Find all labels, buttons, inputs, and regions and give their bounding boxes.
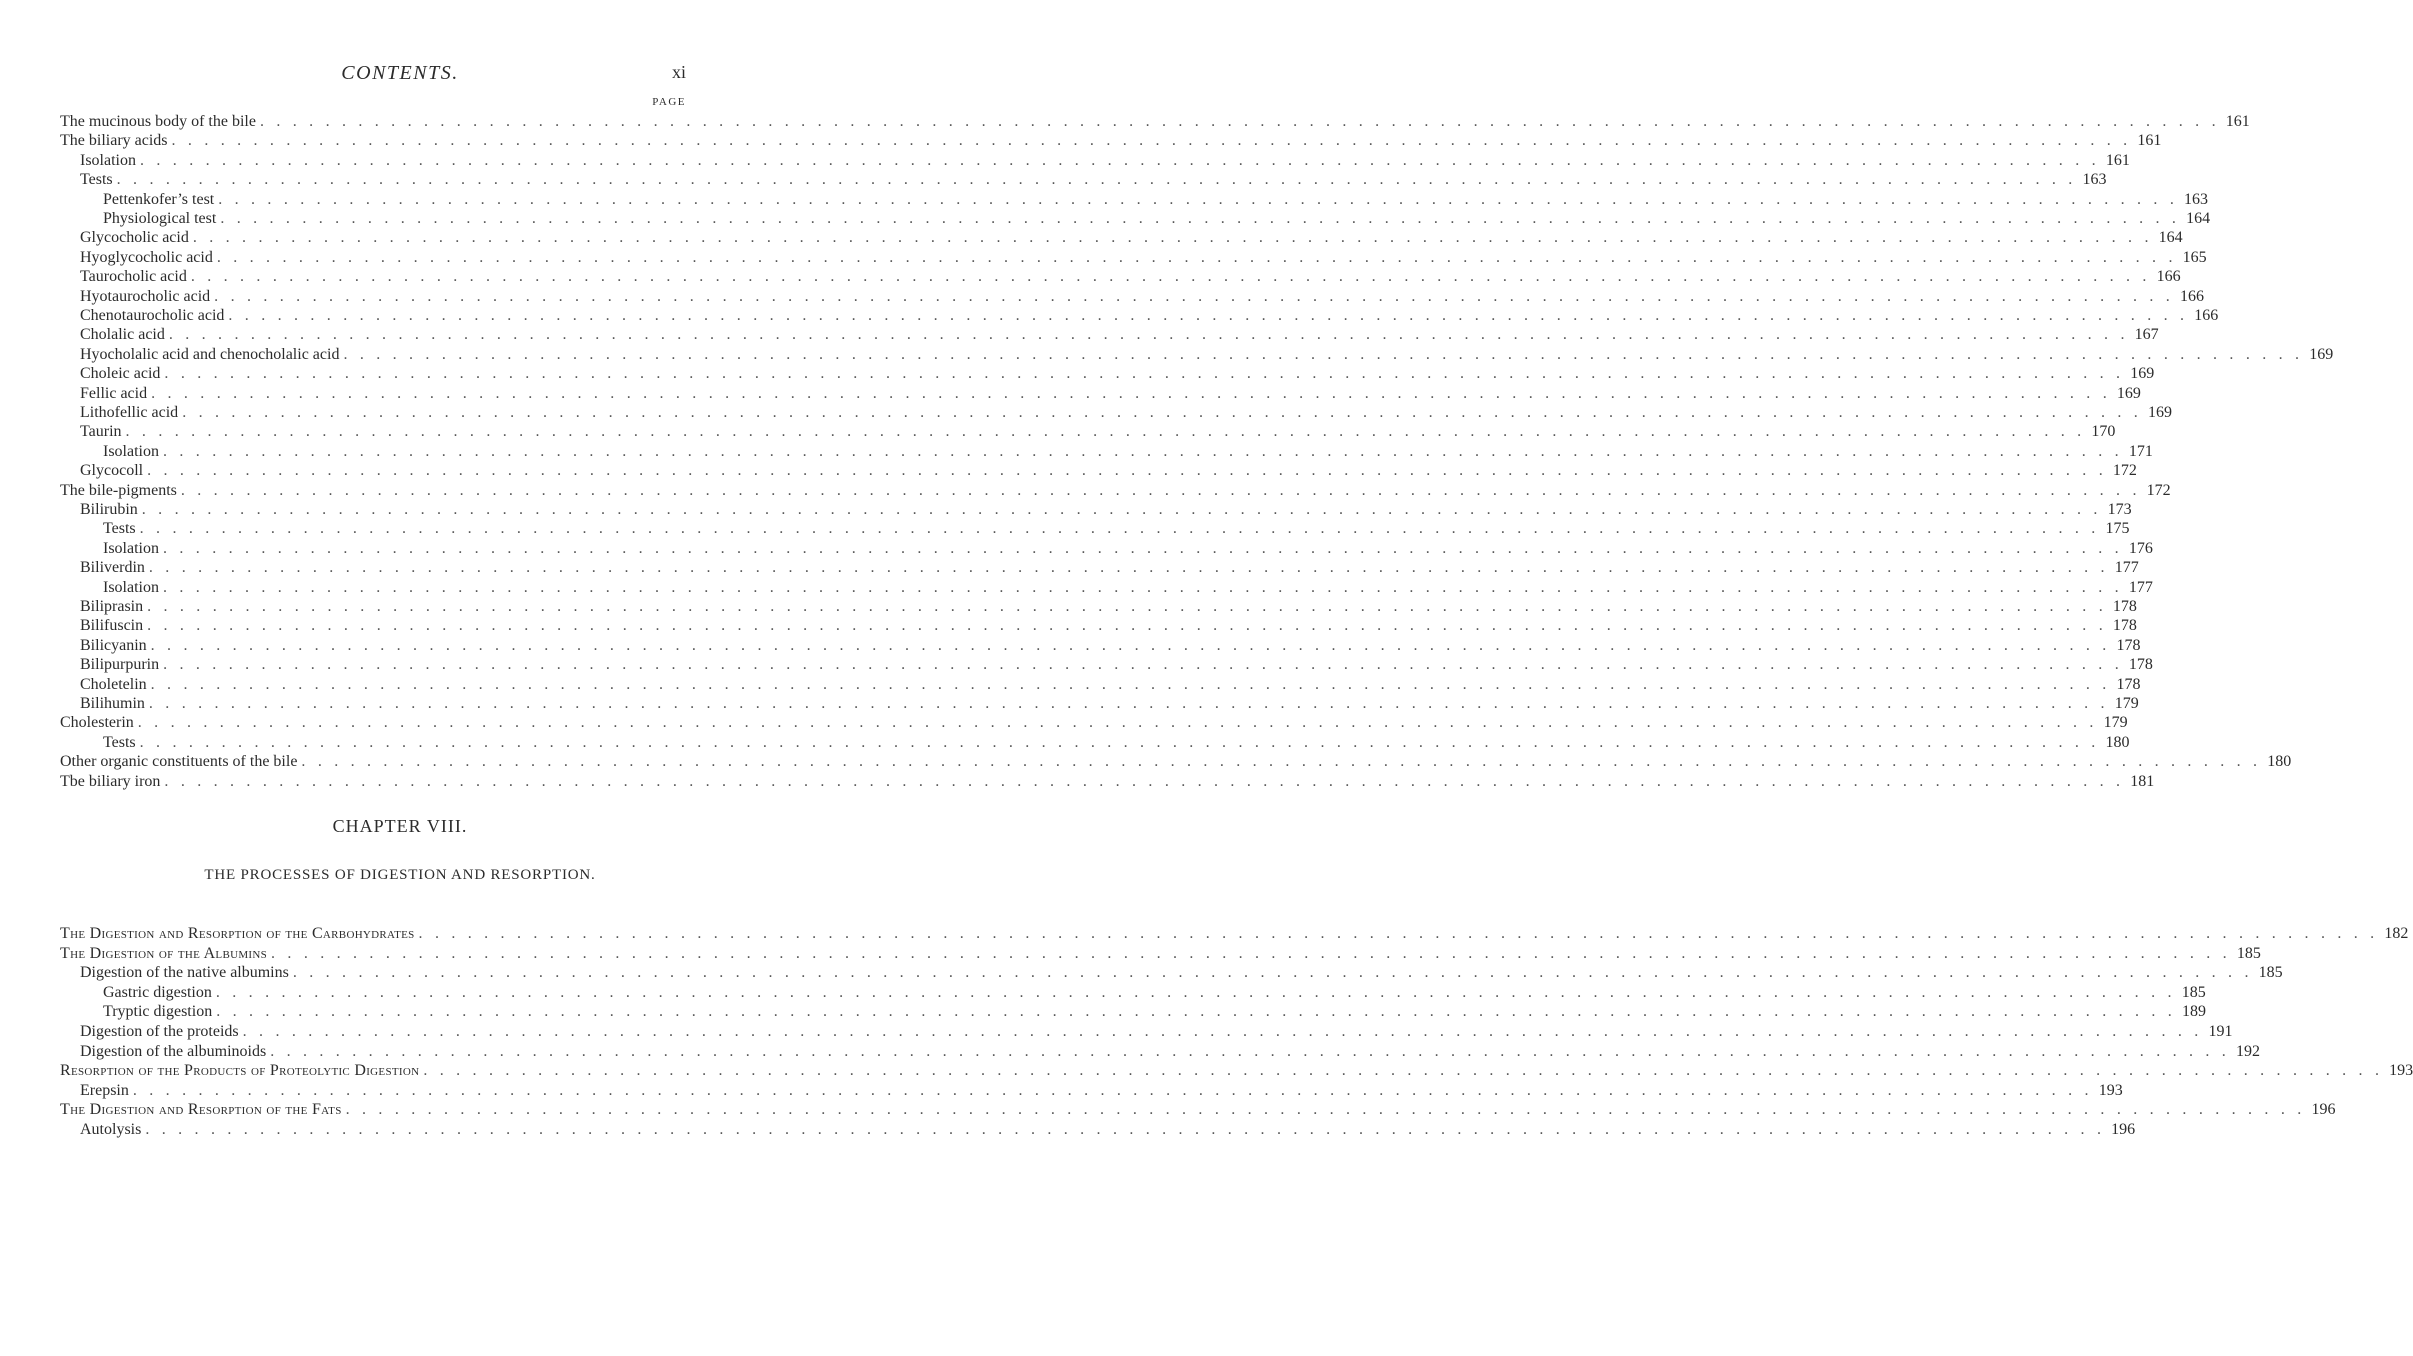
toc-entry-title: The Digestion and Resorption of the Carbohydrates [60,925,415,942]
toc-entry-title: Tests [103,733,136,751]
toc-entry [60,403,2172,423]
toc-entry-title: Choletelin [80,675,147,693]
toc-entry-page: 177 [2114,559,2139,577]
dot-leader: . . . . . . . . . . . . . . . . . . . . . . . . . . . . . . . . . . . . . . . . . . . . . . . . . . . . . . . . . . . . . . . . . . . . . . . . . . . . . . . . . . . . . . . . . . . . . . . . . . . . . . . . . . . . . . . . . . . . . . . . [292,964,2253,982]
toc-entry-page: 163 [2184,190,2209,208]
toc-entry-page: 175 [2105,520,2130,538]
dot-leader: . . . . . . . . . . . . . . . . . . . . . . . . . . . . . . . . . . . . . . . . . . . . . . . . . . . . . . . . . . . . . . . . . . . . . . . . . . . . . . . . . . . . . . . . . . . . . . . . . . . . . . . . . . . . . . . . . . . . . . . . [242,1023,2203,1040]
page-header [0,62,800,92]
toc-entry-page: 193 [2098,1081,2123,1099]
toc-entry-title: Cholalic acid [80,326,165,344]
dot-leader: . . . . . . . . . . . . . . . . . . . . . . . . . . . . . . . . . . . . . . . . . . . . . . . . . . . . . . . . . . . . . . . . . . . . . . . . . . . . . . . . . . . . . . . . . . . . . . . . . . . . . . . . . . . . . . . . . . . . . . . . [215,983,2176,1001]
toc-entry [60,1042,2261,1062]
toc-entry [60,422,2116,442]
dot-leader: . . . . . . . . . . . . . . . . . . . . . . . . . . . . . . . . . . . . . . . . . . . . . . . . . . . . . . . . . . . . . . . . . . . . . . . . . . . . . . . . . . . . . . . . . . . . . . . . . . . . . . . . . . . . . . . . . . . . . . . . [164,772,2125,790]
dot-leader: . . . . . . . . . . . . . . . . . . . . . . . . . . . . . . . . . . . . . . . . . . . . . . . . . . . . . . . . . . . . . . . . . . . . . . . . . . . . . . . . . . . . . . . . . . . . . . . . . . . . . . . . . . . . . . . . . . . . . . . . [148,695,2109,712]
toc-entry-page: 169 [2130,365,2155,383]
toc-entry [60,1061,2413,1081]
toc-entry-page: 189 [2182,1003,2207,1021]
toc-entry [60,1120,2136,1140]
toc-entry [60,384,2141,404]
toc-entry [60,364,2155,384]
page-number: xi [671,62,686,82]
dot-leader: . . . . . . . . . . . . . . . . . . . . . . . . . . . . . . . . . . . . . . . . . . . . . . . . . . . . . . . . . . . . . . . . . . . . . . . . . . . . . . . . . . . . . . . . . . . . . . . . . . . . . . . . . . . . . . . . . . . . . . . . [259,113,2220,130]
dot-leader: . . . . . . . . . . . . . . . . . . . . . . . . . . . . . . . . . . . . . . . . . . . . . . . . . . . . . . . . . . . . . . . . . . . . . . . . . . . . . . . . . . . . . . . . . . . . . . . . . . . . . . . . . . . . . . . . . . . . . . . . [164,365,2125,383]
dot-leader: . . . . . . . . . . . . . . . . . . . . . . . . . . . . . . . . . . . . . . . . . . . . . . . . . . . . . . . . . . . . . . . . . . . . . . . . . . . . . . . . . . . . . . . . . . . . . . . . . . . . . . . . . . . . . . . . . . . . . . . . [216,1003,2177,1021]
toc-entry-page: 182 [2384,925,2409,942]
dot-leader: . . . . . . . . . . . . . . . . . . . . . . . . . . . . . . . . . . . . . . . . . . . . . . . . . . . . . . . . . . . . . . . . . . . . . . . . . . . . . . . . . . . . . . . . . . . . . . . . . . . . . . . . . . . . . . . . . . . . . . . . [145,1121,2106,1138]
dot-leader: . . . . . . . . . . . . . . . . . . . . . . . . . . . . . . . . . . . . . . . . . . . . . . . . . . . . . . . . . . . . . . . . . . . . . . . . . . . . . . . . . . . . . . . . . . . . . . . . . . . . . . . . . . . . . . . . . . . . . . . . [147,617,2107,635]
dot-leader: . . . . . . . . . . . . . . . . . . . . . . . . . . . . . . . . . . . . . . . . . . . . . . . . . . . . . . . . . . . . . . . . . . . . . . . . . . . . . . . . . . . . . . . . . . . . . . . . . . . . . . . . . . . . . . . . . . . . . . . . [270,1042,2231,1060]
dot-leader: . . . . . . . . . . . . . . . . . . . . . . . . . . . . . . . . . . . . . . . . . . . . . . . . . . . . . . . . . . . . . . . . . . . . . . . . . . . . . . . . . . . . . . . . . . . . . . . . . . . . . . . . . . . . . . . . . . . . . . . . [140,151,2100,169]
toc-entry [60,963,2283,983]
toc-entry-title: Fellic acid [80,384,148,402]
dot-leader: . . . . . . . . . . . . . . . . . . . . . . . . . . . . . . . . . . . . . . . . . . . . . . . . . . . . . . . . . . . . . . . . . . . . . . . . . . . . . . . . . . . . . . . . . . . . . . . . . . . . . . . . . . . . . . . . . . . . . . . . [182,404,2142,421]
toc-entry [60,1002,2207,1022]
toc-entry-title: Hyoglycocholic acid [80,248,213,266]
toc-entry-title: Bilirubin [80,501,138,518]
dot-leader: . . . . . . . . . . . . . . . . . . . . . . . . . . . . . . . . . . . . . . . . . . . . . . . . . . . . . . . . . . . . . . . . . . . . . . . . . . . . . . . . . . . . . . . . . . . . . . . . . . . . . . . . . . . . . . . . . . . . . . . . [216,248,2177,266]
dot-leader: . . . . . . . . . . . . . . . . . . . . . . . . . . . . . . . . . . . . . . . . . . . . . . . . . . . . . . . . . . . . . . . . . . . . . . . . . . . . . . . . . . . . . . . . . . . . . . . . . . . . . . . . . . . . . . . . . . . . . . . . [139,733,2100,751]
toc-entry-page: 178 [2112,598,2137,615]
dot-leader: . . . . . . . . . . . . . . . . . . . . . . . . . . . . . . . . . . . . . . . . . . . . . . . . . . . . . . . . . . . . . . . . . . . . . . . . . . . . . . . . . . . . . . . . . . . . . . . . . . . . . . . . . . . . . . . . . . . . . . . . [163,656,2123,674]
toc-entry [60,983,2206,1003]
toc-entry-title: Digestion of the native albumins [80,964,289,982]
dot-leader: . . . . . . . . . . . . . . . . . . . . . . . . . . . . . . . . . . . . . . . . . . . . . . . . . . . . . . . . . . . . . . . . . . . . . . . . . . . . . . . . . . . . . . . . . . . . . . . . . . . . . . . . . . . . . . . . . . . . . . . . [163,578,2123,596]
dot-leader: . . . . . . . . . . . . . . . . . . . . . . . . . . . . . . . . . . . . . . . . . . . . . . . . . . . . . . . . . . . . . . . . . . . . . . . . . . . . . . . . . . . . . . . . . . . . . . . . . . . . . . . . . . . . . . . . . . . . . . . . [220,210,2181,227]
toc-entry [60,558,2139,578]
toc-entry [60,733,2130,753]
toc-entry [60,1100,2336,1120]
toc-entry-title: The mucinous body of the bile [60,113,256,130]
toc-entry-title: Other organic constituents of the bile [60,753,298,771]
toc-entry-page: 179 [2114,695,2139,712]
toc-entry-title: Digestion of the proteids [80,1023,239,1040]
running-title: CONTENTS. [341,62,459,84]
toc-entry [60,636,2141,656]
toc-entry-title: The bile-pigments [60,481,177,499]
toc-entry-page: 166 [2194,307,2219,324]
toc-entry-title: Lithofellic acid [80,404,179,421]
toc-entry-title: Tryptic digestion [103,1003,213,1021]
toc-entry [60,190,2209,210]
toc-entry-page: 192 [2236,1042,2261,1060]
toc-entry-title: The Digestion of the Albumins [60,944,268,962]
dot-leader: . . . . . . . . . . . . . . . . . . . . . . . . . . . . . . . . . . . . . . . . . . . . . . . . . . . . . . . . . . . . . . . . . . . . . . . . . . . . . . . . . . . . . . . . . . . . . . . . . . . . . . . . . . . . . . . . . . . . . . . . [218,190,2179,208]
toc-entry-page: 172 [2112,462,2137,480]
toc-entry [60,345,2334,365]
toc-entry-title: Tests [80,171,113,189]
toc-entry-page: 181 [2130,772,2155,790]
toc-entry-page: 164 [2186,210,2211,227]
toc-entry-page: 185 [2181,983,2206,1001]
toc-entry-page: 178 [2112,617,2137,635]
toc-entry-title: Bilipurpurin [80,656,160,674]
dot-leader: . . . . . . . . . . . . . . . . . . . . . . . . . . . . . . . . . . . . . . . . . . . . . . . . . . . . . . . . . . . . . . . . . . . . . . . . . . . . . . . . . . . . . . . . . . . . . . . . . . . . . . . . . . . . . . . . . . . . . . . . [148,559,2109,577]
toc-entry-title: Chenotaurocholic acid [80,307,225,324]
toc-entry-title: Glycocoll [80,462,144,480]
toc-entry-title: Isolation [80,151,136,169]
toc-entry-title: Tests [103,520,136,538]
toc-entry [60,616,2137,636]
toc-entry [60,1022,2233,1042]
toc-entry [60,944,2261,964]
toc-entry-page: 161 [2225,113,2250,130]
toc-entry [60,713,2128,733]
toc-entry [60,248,2207,268]
toc-entry-title: Choleic acid [80,365,161,383]
toc-entry [60,481,2171,501]
dot-leader: . . . . . . . . . . . . . . . . . . . . . . . . . . . . . . . . . . . . . . . . . . . . . . . . . . . . . . . . . . . . . . . . . . . . . . . . . . . . . . . . . . . . . . . . . . . . . . . . . . . . . . . . . . . . . . . . . . . . . . . . [132,1081,2093,1099]
toc-entry [60,151,2130,171]
toc-entry-title: Autolysis [80,1121,142,1138]
dot-leader: . . . . . . . . . . . . . . . . . . . . . . . . . . . . . . . . . . . . . . . . . . . . . . . . . . . . . . . . . . . . . . . . . . . . . . . . . . . . . . . . . . . . . . . . . . . . . . . . . . . . . . . . . . . . . . . . . . . . . . . . [137,714,2098,732]
toc-entry-title: Bilifuscin [80,617,144,635]
toc-entry-title: The biliary acids [60,132,168,150]
toc-entry [60,655,2153,675]
toc-entry-page: 166 [2179,287,2204,305]
dot-leader: . . . . . . . . . . . . . . . . . . . . . . . . . . . . . . . . . . . . . . . . . . . . . . . . . . . . . . . . . . . . . . . . . . . . . . . . . . . . . . . . . . . . . . . . . . . . . . . . . . . . . . . . . . . . . . . . . . . . . . . . [343,345,2304,363]
toc-entry [60,924,2409,944]
toc-entry-title: Biliverdin [80,559,145,577]
toc-entry-title: Cholesterin [60,714,134,732]
chapter-title: THE PROCESSES OF DIGESTION AND RESORPTION. [204,867,596,883]
toc-entry-page: 171 [2128,442,2153,460]
toc-entry [60,442,2153,462]
toc-entry [60,675,2141,695]
toc-entry-page: 163 [2082,171,2107,189]
toc-entry-title: Resorption of the Products of Proteolytic Digestion [60,1062,420,1080]
toc-entry-title: Physiological test [103,210,217,227]
toc-entry-page: 165 [2182,248,2207,266]
dot-leader: . . . . . . . . . . . . . . . . . . . . . . . . . . . . . . . . . . . . . . . . . . . . . . . . . . . . . . . . . . . . . . . . . . . . . . . . . . . . . . . . . . . . . . . . . . . . . . . . . . . . . . . . . . . . . . . . . . . . . . . . [151,384,2111,402]
toc-entry-page: 176 [2128,539,2153,557]
toc-entry [60,772,2155,792]
toc-entry-page: 172 [2146,481,2171,499]
toc-entry [60,170,2107,190]
dot-leader: . . . . . . . . . . . . . . . . . . . . . . . . . . . . . . . . . . . . . . . . . . . . . . . . . . . . . . . . . . . . . . . . . . . . . . . . . . . . . . . . . . . . . . . . . . . . . . . . . . . . . . . . . . . . . . . . . . . . . . . . [150,636,2111,654]
toc-entry [60,112,2250,132]
toc-entry [60,267,2181,287]
dot-leader: . . . . . . . . . . . . . . . . . . . . . . . . . . . . . . . . . . . . . . . . . . . . . . . . . . . . . . . . . . . . . . . . . . . . . . . . . . . . . . . . . . . . . . . . . . . . . . . . . . . . . . . . . . . . . . . . . . . . . . . . [147,462,2107,480]
toc-entry-title: Isolation [103,578,159,596]
toc-entry [60,1081,2123,1101]
toc-entry-page: 179 [2103,714,2128,732]
toc-entry-page: 166 [2156,268,2181,286]
dot-leader: . . . . . . . . . . . . . . . . . . . . . . . . . . . . . . . . . . . . . . . . . . . . . . . . . . . . . . . . . . . . . . . . . . . . . . . . . . . . . . . . . . . . . . . . . . . . . . . . . . . . . . . . . . . . . . . . . . . . . . . . [168,326,2129,344]
toc-entry [60,578,2153,598]
toc-entry-title: Gastric digestion [103,983,212,1001]
toc-entry-title: Bilihumin [80,695,145,712]
toc-entry-page: 180 [2105,733,2130,751]
toc-entry-title: Erepsin [80,1081,129,1099]
toc-entry [60,287,2204,307]
toc-entry-page: 177 [2128,578,2153,596]
dot-leader: . . . . . . . . . . . . . . . . . . . . . . . . . . . . . . . . . . . . . . . . . . . . . . . . . . . . . . . . . . . . . . . . . . . . . . . . . . . . . . . . . . . . . . . . . . . . . . . . . . . . . . . . . . . . . . . . . . . . . . . . [192,229,2153,247]
toc-entry-page: 185 [2236,944,2261,962]
toc-entry-page: 196 [2311,1101,2336,1119]
toc-entry-page: 169 [2309,345,2334,363]
dot-leader: . . . . . . . . . . . . . . . . . . . . . . . . . . . . . . . . . . . . . . . . . . . . . . . . . . . . . . . . . . . . . . . . . . . . . . . . . . . . . . . . . . . . . . . . . . . . . . . . . . . . . . . . . . . . . . . . . . . . . . . . [228,307,2189,324]
page-column-label: PAGE [652,96,686,108]
toc-entry-page: 161 [2105,151,2130,169]
dot-leader: . . . . . . . . . . . . . . . . . . . . . . . . . . . . . . . . . . . . . . . . . . . . . . . . . . . . . . . . . . . . . . . . . . . . . . . . . . . . . . . . . . . . . . . . . . . . . . . . . . . . . . . . . . . . . . . . . . . . . . . . [190,268,2151,286]
toc-entry-title: Hyocholalic acid and chenocholalic acid [80,345,340,363]
toc-entry-title: Biliprasin [80,598,144,615]
toc-entry-page: 173 [2107,501,2132,518]
toc-entry-title: Isolation [103,442,159,460]
dot-leader: . . . . . . . . . . . . . . . . . . . . . . . . . . . . . . . . . . . . . . . . . . . . . . . . . . . . . . . . . . . . . . . . . . . . . . . . . . . . . . . . . . . . . . . . . . . . . . . . . . . . . . . . . . . . . . . . . . . . . . . . [214,287,2174,305]
toc-entry-page: 167 [2134,326,2159,344]
toc-entry-title: Tbe biliary iron [60,772,161,790]
toc-entry [60,306,2219,326]
dot-leader: . . . . . . . . . . . . . . . . . . . . . . . . . . . . . . . . . . . . . . . . . . . . . . . . . . . . . . . . . . . . . . . . . . . . . . . . . . . . . . . . . . . . . . . . . . . . . . . . . . . . . . . . . . . . . . . . . . . . . . . . [345,1101,2306,1119]
dot-leader: . . . . . . . . . . . . . . . . . . . . . . . . . . . . . . . . . . . . . . . . . . . . . . . . . . . . . . . . . . . . . . . . . . . . . . . . . . . . . . . . . . . . . . . . . . . . . . . . . . . . . . . . . . . . . . . . . . . . . . . . [150,675,2111,693]
toc-entry-page: 169 [2148,404,2172,421]
toc-entry [60,209,2211,229]
toc-entry-page: 191 [2208,1023,2233,1040]
toc-entry [60,519,2130,539]
toc-entry-title: Hyotaurocholic acid [80,287,211,305]
toc-entry [60,461,2137,481]
dot-leader: . . . . . . . . . . . . . . . . . . . . . . . . . . . . . . . . . . . . . . . . . . . . . . . . . . . . . . . . . . . . . . . . . . . . . . . . . . . . . . . . . . . . . . . . . . . . . . . . . . . . . . . . . . . . . . . . . . . . . . . . [163,442,2123,460]
toc-entry [60,131,2162,151]
dot-leader: . . . . . . . . . . . . . . . . . . . . . . . . . . . . . . . . . . . . . . . . . . . . . . . . . . . . . . . . . . . . . . . . . . . . . . . . . . . . . . . . . . . . . . . . . . . . . . . . . . . . . . . . . . . . . . . . . . . . . . . . [116,171,2077,189]
dot-leader: . . . . . . . . . . . . . . . . . . . . . . . . . . . . . . . . . . . . . . . . . . . . . . . . . . . . . . . . . . . . . . . . . . . . . . . . . . . . . . . . . . . . . . . . . . . . . . . . . . . . . . . . . . . . . . . . . . . . . . . . [423,1062,2384,1080]
toc-entry-page: 178 [2128,656,2153,674]
toc-entry-title: Digestion of the albuminoids [80,1042,267,1060]
toc-entry-title: Bilicyanin [80,636,147,654]
toc-entry-page: 178 [2116,636,2141,654]
toc-entry-page: 170 [2091,423,2116,441]
dot-leader: . . . . . . . . . . . . . . . . . . . . . . . . . . . . . . . . . . . . . . . . . . . . . . . . . . . . . . . . . . . . . . . . . . . . . . . . . . . . . . . . . . . . . . . . . . . . . . . . . . . . . . . . . . . . . . . . . . . . . . . . [171,132,2132,150]
dot-leader: . . . . . . . . . . . . . . . . . . . . . . . . . . . . . . . . . . . . . . . . . . . . . . . . . . . . . . . . . . . . . . . . . . . . . . . . . . . . . . . . . . . . . . . . . . . . . . . . . . . . . . . . . . . . . . . . . . . . . . . . [180,481,2141,499]
dot-leader: . . . . . . . . . . . . . . . . . . . . . . . . . . . . . . . . . . . . . . . . . . . . . . . . . . . . . . . . . . . . . . . . . . . . . . . . . . . . . . . . . . . . . . . . . . . . . . . . . . . . . . . . . . . . . . . . . . . . . . . . [418,925,2379,942]
toc-entry-page: 196 [2111,1121,2136,1138]
toc-entry-title: The Digestion and Resorption of the Fats [60,1101,342,1119]
toc-entry [60,325,2159,345]
toc-entry-page: 164 [2158,229,2183,247]
toc-entry [60,694,2139,714]
dot-leader: . . . . . . . . . . . . . . . . . . . . . . . . . . . . . . . . . . . . . . . . . . . . . . . . . . . . . . . . . . . . . . . . . . . . . . . . . . . . . . . . . . . . . . . . . . . . . . . . . . . . . . . . . . . . . . . . . . . . . . . . [147,598,2107,615]
toc-entry-title: Isolation [103,539,159,557]
dot-leader: . . . . . . . . . . . . . . . . . . . . . . . . . . . . . . . . . . . . . . . . . . . . . . . . . . . . . . . . . . . . . . . . . . . . . . . . . . . . . . . . . . . . . . . . . . . . . . . . . . . . . . . . . . . . . . . . . . . . . . . . [141,501,2102,518]
toc-entry-title: Glycocholic acid [80,229,189,247]
toc-entry [60,228,2183,248]
dot-leader: . . . . . . . . . . . . . . . . . . . . . . . . . . . . . . . . . . . . . . . . . . . . . . . . . . . . . . . . . . . . . . . . . . . . . . . . . . . . . . . . . . . . . . . . . . . . . . . . . . . . . . . . . . . . . . . . . . . . . . . . [301,753,2262,771]
toc-entry-title: Pettenkofer’s test [103,190,215,208]
dot-leader: . . . . . . . . . . . . . . . . . . . . . . . . . . . . . . . . . . . . . . . . . . . . . . . . . . . . . . . . . . . . . . . . . . . . . . . . . . . . . . . . . . . . . . . . . . . . . . . . . . . . . . . . . . . . . . . . . . . . . . . . [125,423,2086,441]
toc-entry [60,752,2292,772]
toc-entry-page: 180 [2267,753,2292,771]
dot-leader: . . . . . . . . . . . . . . . . . . . . . . . . . . . . . . . . . . . . . . . . . . . . . . . . . . . . . . . . . . . . . . . . . . . . . . . . . . . . . . . . . . . . . . . . . . . . . . . . . . . . . . . . . . . . . . . . . . . . . . . . [271,944,2231,962]
toc-entry [60,539,2153,559]
toc-entry-page: 193 [2389,1062,2413,1080]
toc-entry [60,500,2132,520]
toc-entry-title: Taurocholic acid [80,268,187,286]
toc-entry-title: Taurin [80,423,122,441]
toc-entry-page: 161 [2137,132,2162,150]
dot-leader: . . . . . . . . . . . . . . . . . . . . . . . . . . . . . . . . . . . . . . . . . . . . . . . . . . . . . . . . . . . . . . . . . . . . . . . . . . . . . . . . . . . . . . . . . . . . . . . . . . . . . . . . . . . . . . . . . . . . . . . . [139,520,2100,538]
chapter-heading: CHAPTER VIII. [332,816,468,836]
toc-entry-page: 185 [2258,964,2283,982]
toc-entry-page: 169 [2116,384,2141,402]
toc-entry [60,597,2137,617]
toc-entry-page: 178 [2116,675,2141,693]
dot-leader: . . . . . . . . . . . . . . . . . . . . . . . . . . . . . . . . . . . . . . . . . . . . . . . . . . . . . . . . . . . . . . . . . . . . . . . . . . . . . . . . . . . . . . . . . . . . . . . . . . . . . . . . . . . . . . . . . . . . . . . . [163,539,2123,557]
